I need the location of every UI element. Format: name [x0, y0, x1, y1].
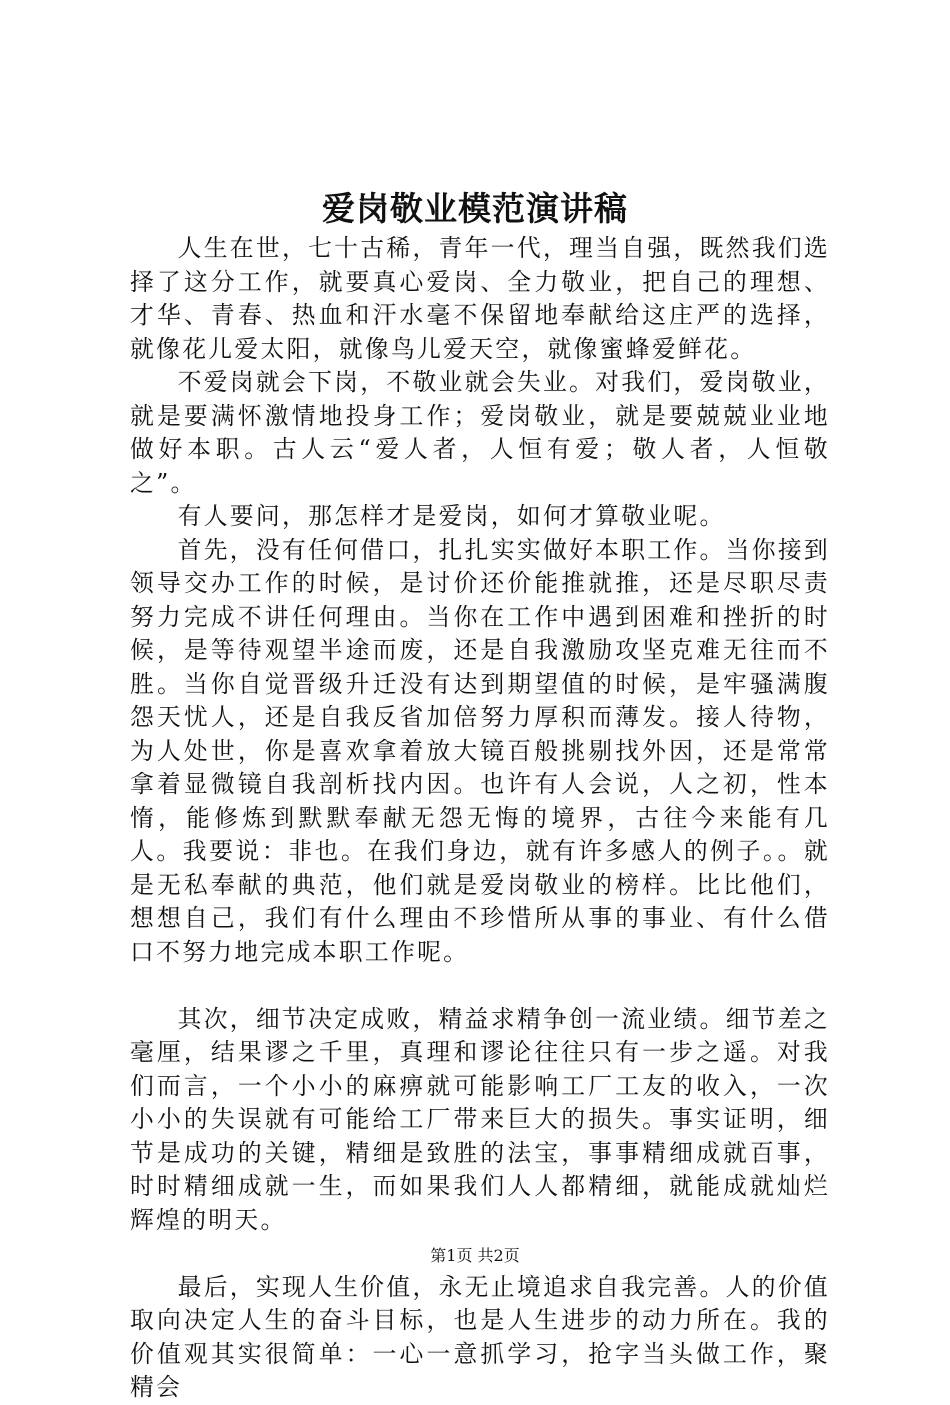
paragraph-intro: 人生在世，七十古稀，青年一代，理当自强，既然我们选择了这分工作，就要真心爱岗、全力敬业，把自己的理想、才华、青春、热血和汗水毫不保留地奉献给这庄严的选择，就像花儿爱太阳，就像鸟儿爱天空，就像蜜蜂爱鲜花。 — [130, 234, 831, 363]
page-number-footer: 第1页 共2页 — [430, 1246, 520, 1265]
paragraph-definition: 不爱岗就会下岗，不敬业就会失业。对我们，爱岗敬业，就是要满怀激情地投身工作；爱岗敬业，就是要兢兢业业地做好本职。古人云“爱人者，人恒有爱；敬人者，人恒敬之”。 — [130, 368, 831, 497]
document-title: 爱岗敬业模范演讲稿 — [322, 189, 628, 228]
paragraph-first-point: 首先，没有任何借口，扎扎实实做好本职工作。当你接到领导交办工作的时候，是讨价还价能推就推，还是尽职尽责努力完成不讲任何理由。当你在工作中遇到困难和挫折的时候，是等待观望半途而废，还是自我激励攻坚克难无往而不胜。当你自觉晋级升迁没有达到期望值的时候，是牢骚满腹怨天忧人，还是自我反省加倍努力厚积而薄发。接人待物，为人处世，你是喜欢拿着放大镜百般挑剔找外因，还是常常拿着显微镜自我剖析找内因。也许有人会说，人之初，性本惰，能修炼到默默奉献无怨无悔的境界，古往今来能有几人。我要说：非也。在我们身边，就有许多感人的例子。。就是无私奉献的典范，他们就是爱岗敬业的榜样。比比他们，想想自己，我们有什么理由不珍惜所从事的事业、有什么借口不努力地完成本职工作呢。 — [130, 535, 831, 966]
paragraph-question: 有人要问，那怎样才是爱岗，如何才算敬业呢。 — [177, 502, 726, 530]
paragraph-second-point: 其次，细节决定成败，精益求精争创一流业绩。细节差之毫厘，结果谬之千里，真理和谬论往往只有一步之遥。对我们而言，一个小小的麻痹就可能影响工厂工友的收入，一次小小的失误就有可能给工厂带来巨大的损失。事实证明，细节是成功的关键，精细是致胜的法宝，事事精细成就百事，时时精细成就一生，而如果我们人人都精细，就能成就灿烂辉煌的明天。 — [130, 1004, 831, 1234]
document-body — [130, 232, 830, 1405]
paragraph-third-point: 最后，实现人生价值，永无止境追求自我完善。人的价值取向决定人生的奋斗目标，也是人生进步的动力所在。我的价值观其实很简单：一心一意抓学习，抢字当头做工作，聚精会 — [130, 1272, 831, 1401]
